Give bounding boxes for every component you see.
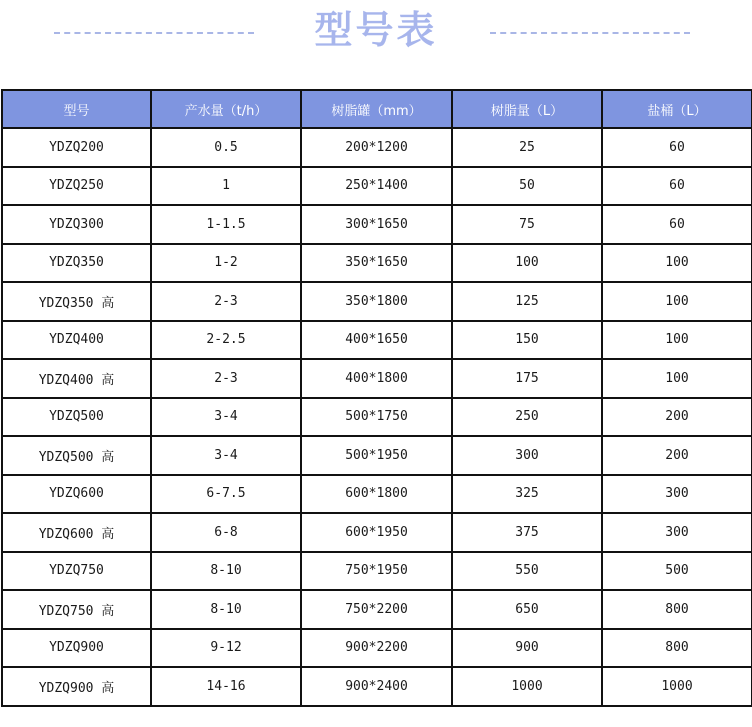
table-row [2,359,752,398]
cell-water-output: 1 [151,167,301,206]
cell-water-output: 14-16 [151,667,301,706]
cell-salt-bucket: 100 [602,359,752,398]
cell-water-output: 3-4 [151,436,301,475]
cell-model: YDZQ400 [2,321,151,360]
model-spec-table [1,89,752,707]
cell-resin-volume: 100 [452,244,602,283]
cell-model: YDZQ900 高 [2,667,151,706]
header-water-output: 产水量（t/h） [151,90,301,128]
cell-resin-tank: 350*1650 [301,244,452,283]
cell-resin-tank: 900*2400 [301,667,452,706]
table-row [2,321,752,360]
cell-resin-volume: 125 [452,282,602,321]
cell-resin-tank: 250*1400 [301,167,452,206]
cell-resin-volume: 75 [452,205,602,244]
cell-salt-bucket: 200 [602,436,752,475]
cell-resin-volume: 25 [452,128,602,167]
cell-salt-bucket: 100 [602,244,752,283]
table-row [2,167,752,206]
cell-salt-bucket: 60 [602,128,752,167]
header-model: 型号 [2,90,151,128]
cell-water-output: 2-2.5 [151,321,301,360]
cell-model: YDZQ750 [2,552,151,591]
cell-salt-bucket: 300 [602,513,752,552]
cell-model: YDZQ500 高 [2,436,151,475]
cell-model: YDZQ600 高 [2,513,151,552]
table-row [2,128,752,167]
cell-model: YDZQ350 高 [2,282,151,321]
header-resin-volume: 树脂量（L） [452,90,602,128]
cell-model: YDZQ750 高 [2,590,151,629]
cell-resin-tank: 750*1950 [301,552,452,591]
table-row [2,629,752,668]
cell-model: YDZQ300 [2,205,151,244]
table-row [2,667,752,706]
cell-model: YDZQ200 [2,128,151,167]
cell-water-output: 1-2 [151,244,301,283]
cell-salt-bucket: 200 [602,398,752,437]
cell-model: YDZQ350 [2,244,151,283]
table-row [2,475,752,514]
table-row [2,436,752,475]
cell-resin-volume: 1000 [452,667,602,706]
cell-resin-tank: 400*1800 [301,359,452,398]
cell-resin-tank: 200*1200 [301,128,452,167]
cell-resin-volume: 300 [452,436,602,475]
table-row [2,244,752,283]
cell-salt-bucket: 300 [602,475,752,514]
cell-water-output: 2-3 [151,359,301,398]
table-header-row [2,90,752,128]
cell-salt-bucket: 60 [602,205,752,244]
cell-water-output: 1-1.5 [151,205,301,244]
cell-salt-bucket: 1000 [602,667,752,706]
cell-water-output: 8-10 [151,590,301,629]
table-row [2,398,752,437]
cell-resin-volume: 900 [452,629,602,668]
cell-salt-bucket: 800 [602,590,752,629]
table-row [2,590,752,629]
cell-water-output: 6-7.5 [151,475,301,514]
cell-water-output: 6-8 [151,513,301,552]
cell-resin-tank: 500*1950 [301,436,452,475]
table-row [2,282,752,321]
cell-water-output: 2-3 [151,282,301,321]
title-right-dashes [490,32,690,34]
cell-model: YDZQ900 [2,629,151,668]
cell-water-output: 8-10 [151,552,301,591]
cell-water-output: 0.5 [151,128,301,167]
cell-model: YDZQ400 高 [2,359,151,398]
header-resin-tank: 树脂罐（mm） [301,90,452,128]
cell-model: YDZQ500 [2,398,151,437]
cell-salt-bucket: 500 [602,552,752,591]
table-body [2,128,752,706]
cell-water-output: 3-4 [151,398,301,437]
cell-model: YDZQ600 [2,475,151,514]
cell-resin-tank: 900*2200 [301,629,452,668]
cell-resin-volume: 175 [452,359,602,398]
cell-model: YDZQ250 [2,167,151,206]
table-row [2,205,752,244]
page-title: 型号表 [314,8,438,52]
table-row [2,513,752,552]
cell-resin-tank: 600*1950 [301,513,452,552]
cell-resin-tank: 350*1800 [301,282,452,321]
table-row [2,552,752,591]
cell-salt-bucket: 100 [602,282,752,321]
cell-resin-volume: 325 [452,475,602,514]
cell-resin-tank: 750*2200 [301,590,452,629]
cell-resin-volume: 50 [452,167,602,206]
cell-resin-volume: 550 [452,552,602,591]
cell-resin-tank: 500*1750 [301,398,452,437]
cell-resin-volume: 150 [452,321,602,360]
cell-resin-tank: 600*1800 [301,475,452,514]
cell-salt-bucket: 800 [602,629,752,668]
cell-resin-volume: 650 [452,590,602,629]
header-salt-bucket: 盐桶（L） [602,90,752,128]
cell-salt-bucket: 100 [602,321,752,360]
cell-resin-tank: 400*1650 [301,321,452,360]
cell-resin-tank: 300*1650 [301,205,452,244]
cell-water-output: 9-12 [151,629,301,668]
cell-resin-volume: 250 [452,398,602,437]
cell-resin-volume: 375 [452,513,602,552]
cell-salt-bucket: 60 [602,167,752,206]
title-area [0,0,752,62]
